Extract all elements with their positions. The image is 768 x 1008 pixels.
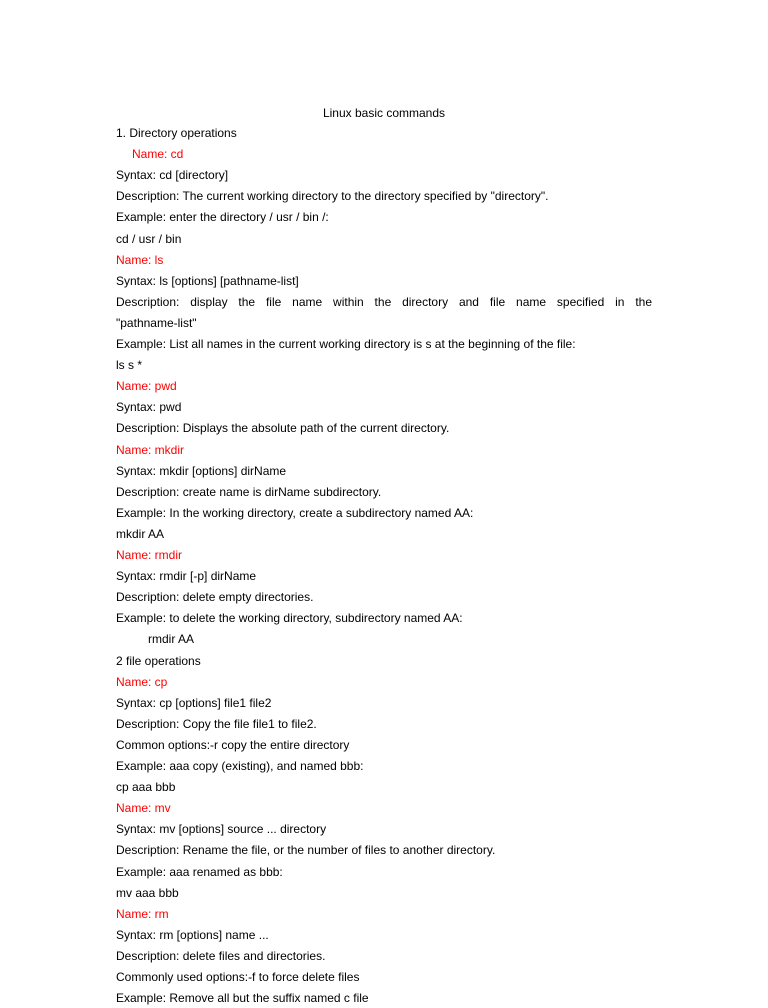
document-line: 1. Directory operations <box>116 126 237 140</box>
command-name-heading: Name: rm <box>116 906 169 921</box>
command-name-heading: Name: mkdir <box>116 442 185 457</box>
command-name-heading: Name: pwd <box>116 379 177 394</box>
document-line: Description: delete empty directories. <box>116 590 314 605</box>
document-line: Example: In the working directory, create a subdirectory named AA: <box>116 505 474 520</box>
document-line: Description: Rename the file, or the number of files to another directory. <box>116 843 496 858</box>
document-line: Description: display the file name within the directory and file name specified in the <box>116 294 652 309</box>
command-name-heading: Name: cp <box>116 674 168 689</box>
document-line: Description: Displays the absolute path of the current directory. <box>116 421 450 436</box>
document-line: ls s * <box>116 358 143 373</box>
command-name-heading: Name: cd <box>132 147 184 162</box>
document-line: Commonly used options:-f to force delete files <box>116 970 360 984</box>
document-line: Description: delete files and directories. <box>116 948 326 963</box>
document-line: Syntax: cp [options] file1 file2 <box>116 695 272 710</box>
document-line: Syntax: rmdir [-p] dirName <box>116 569 257 584</box>
document-line: Syntax: rm [options] name ... <box>116 927 269 942</box>
document-title: Linux basic commands <box>322 106 446 120</box>
document-line: 2 file operations <box>116 653 201 668</box>
document-line: Example: to delete the working directory, subdirectory named AA: <box>116 611 463 626</box>
document-line: Example: Remove all but the suffix named c file <box>116 991 369 1006</box>
document-line: Example: enter the directory / usr / bin /: <box>116 210 329 225</box>
document-line: Example: aaa copy (existing), and named bbb: <box>116 759 364 773</box>
command-name-heading: Name: ls <box>116 252 164 267</box>
document-line: mv aaa bbb <box>116 885 179 900</box>
document-line: Syntax: mv [options] source ... directory <box>116 822 327 837</box>
document-line: Syntax: pwd <box>116 400 182 415</box>
document-line: Example: aaa renamed as bbb: <box>116 864 283 879</box>
command-name-heading: Name: rmdir <box>116 548 183 562</box>
command-name-heading: Name: mv <box>116 801 171 816</box>
document-line: Syntax: ls [options] [pathname-list] <box>116 273 299 288</box>
document-line: Common options:-r copy the entire directory <box>116 737 350 752</box>
document-line: Description: create name is dirName subdirectory. <box>116 484 382 499</box>
document-line: rmdir AA <box>148 632 195 647</box>
document-line: Description: The current working directory to the directory specified by "directory". <box>116 189 549 204</box>
document-line: Description: Copy the file file1 to file2. <box>116 716 317 731</box>
document-line: mkdir AA <box>116 526 165 541</box>
document-line: Example: List all names in the current working directory is s at the beginning of the file: <box>116 337 576 351</box>
document-line: "pathname-list" <box>116 315 197 330</box>
document-line: Syntax: cd [directory] <box>116 168 229 183</box>
document-line: Syntax: mkdir [options] dirName <box>116 463 287 478</box>
document-line: cp aaa bbb <box>116 780 176 795</box>
document-line: cd / usr / bin <box>116 231 182 246</box>
